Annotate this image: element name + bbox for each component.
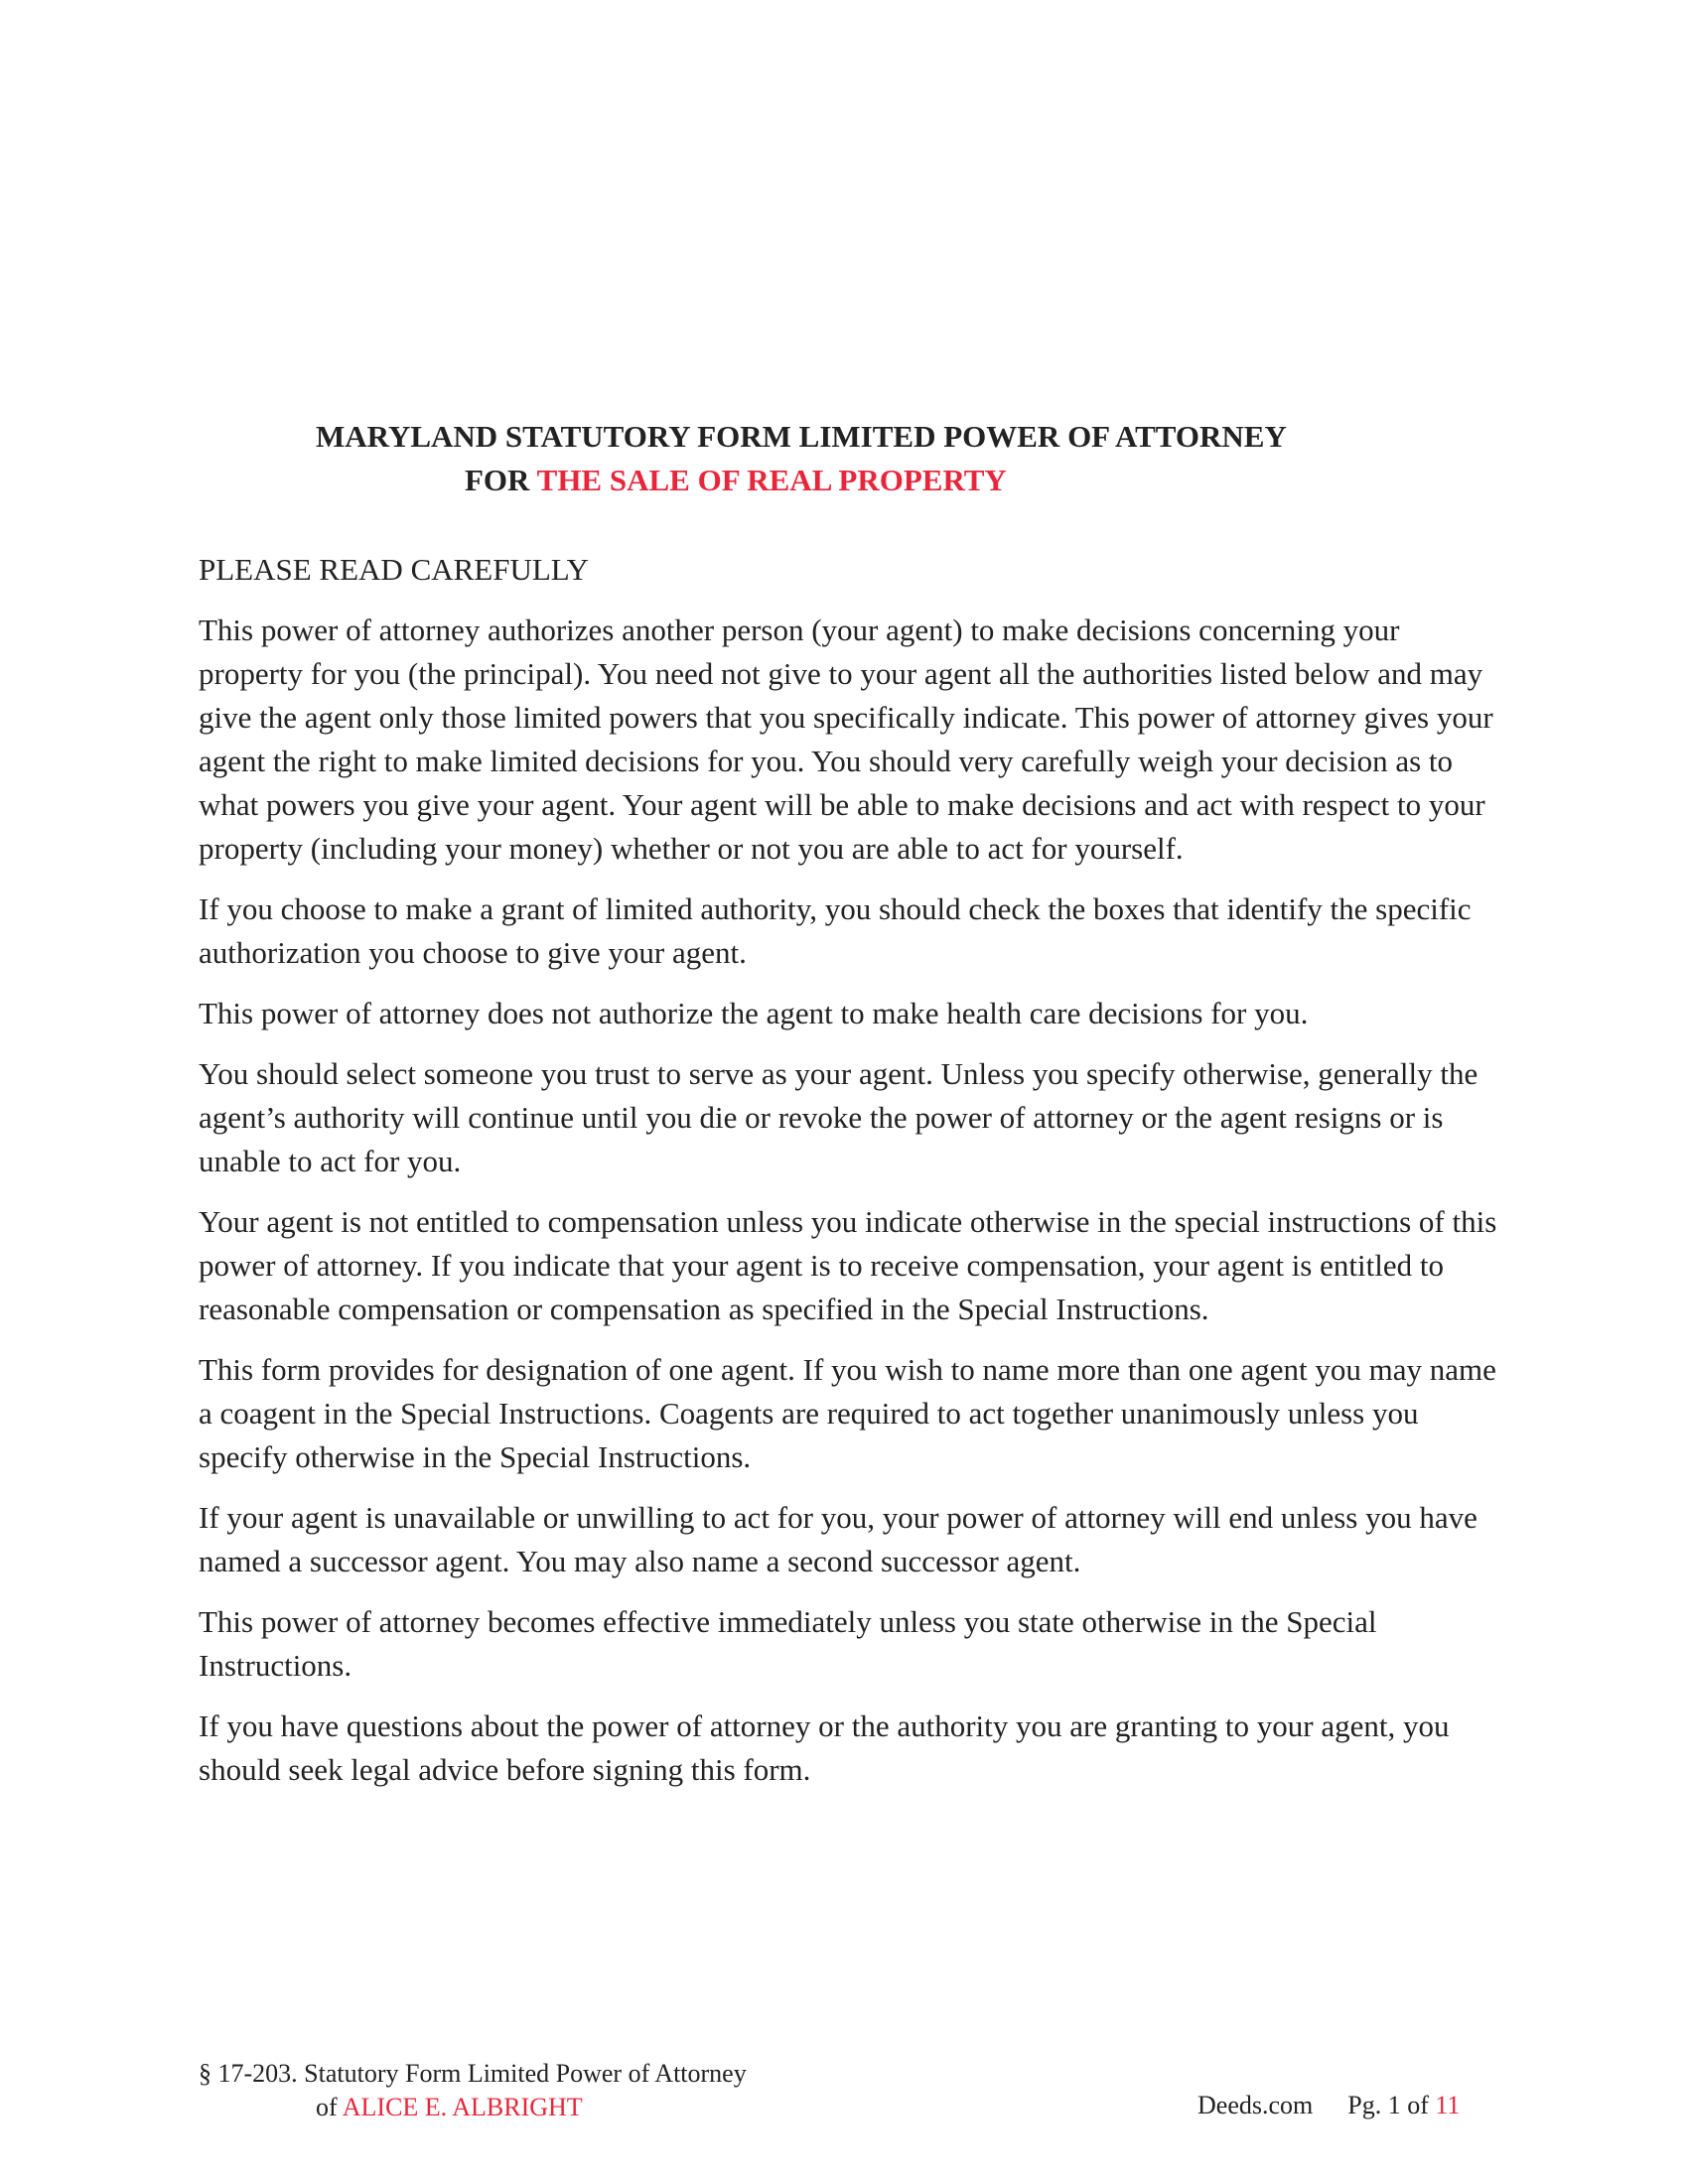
paragraph-select-agent: You should select someone you trust to serve as your agent. Unless you specify otherwise, generally the agent’s authority will continue until you die or revoke the power of attorney or the agent resigns or is unable to act for you. (199, 1056, 1478, 1178)
title-property-type: THE SALE OF REAL PROPERTY (536, 463, 1007, 497)
footer-statute (199, 2057, 747, 2124)
principal-line (199, 2091, 747, 2124)
paragraph-coagent: This form provides for designation of one agent. If you wish to name more than one agent you may name a coagent in the Special Instructions. Coagents are required to act together unanimously unless you specify otherwise in the Special Instructions. (199, 1352, 1496, 1474)
document-body (199, 548, 1499, 1809)
page-label: Pg. 1 of (1347, 2091, 1429, 2119)
site-name: Deeds.com (1197, 2091, 1314, 2119)
of-label: of (316, 2093, 338, 2121)
paragraph-successor-agent: If your agent is unavailable or unwilling to act for you, your power of attorney will end unless you have named a successor agent. You may also name a second successor agent. (199, 1500, 1477, 1578)
principal-name: ALICE E. ALBRIGHT (342, 2093, 583, 2121)
read-carefully-heading: PLEASE READ CAREFULLY (199, 552, 590, 587)
paragraph-authorization: This power of attorney authorizes another person (your agent) to make decisions concerning your property for you (the principal). You need not give to your agent all the authorities listed below and may give the agent only those limited powers that you specifically indicate. This power of attorney gives your agent the right to make limited decisions for you. You should very carefully weigh your decision as to what powers you give your agent. Your agent will be able to make decisions and act with respect to your property (including your money) whether or not you are able to act for yourself. (199, 613, 1493, 866)
paragraph-health-care: This power of attorney does not authorize the agent to make health care decisions for you. (199, 996, 1309, 1030)
title-line-1: MARYLAND STATUTORY FORM LIMITED POWER OF ATTORNEY (316, 419, 1287, 454)
footer-page-info (1197, 2089, 1460, 2122)
title-prefix: FOR (465, 463, 530, 497)
paragraph-limited-authority: If you choose to make a grant of limited authority, you should check the boxes that identify the specific authorization you choose to give your agent. (199, 891, 1472, 970)
page-total: 11 (1435, 2091, 1461, 2119)
paragraph-effective-date: This power of attorney becomes effective immediately unless you state otherwise in the Special Instructions. (199, 1604, 1377, 1683)
paragraph-compensation: Your agent is not entitled to compensation unless you indicate otherwise in the special instructions of this power of attorney. If you indicate that your agent is to receive compensation, your agent is entitled to reasonable compensation or compensation as specified in the Special Instructions. (199, 1204, 1497, 1326)
title-line-2 (465, 459, 1007, 502)
paragraph-legal-advice: If you have questions about the power of attorney or the authority you are granting to your agent, you should seek legal advice before signing this form. (199, 1708, 1450, 1787)
statute-reference: § 17-203. Statutory Form Limited Power of Attorney (199, 2059, 747, 2088)
